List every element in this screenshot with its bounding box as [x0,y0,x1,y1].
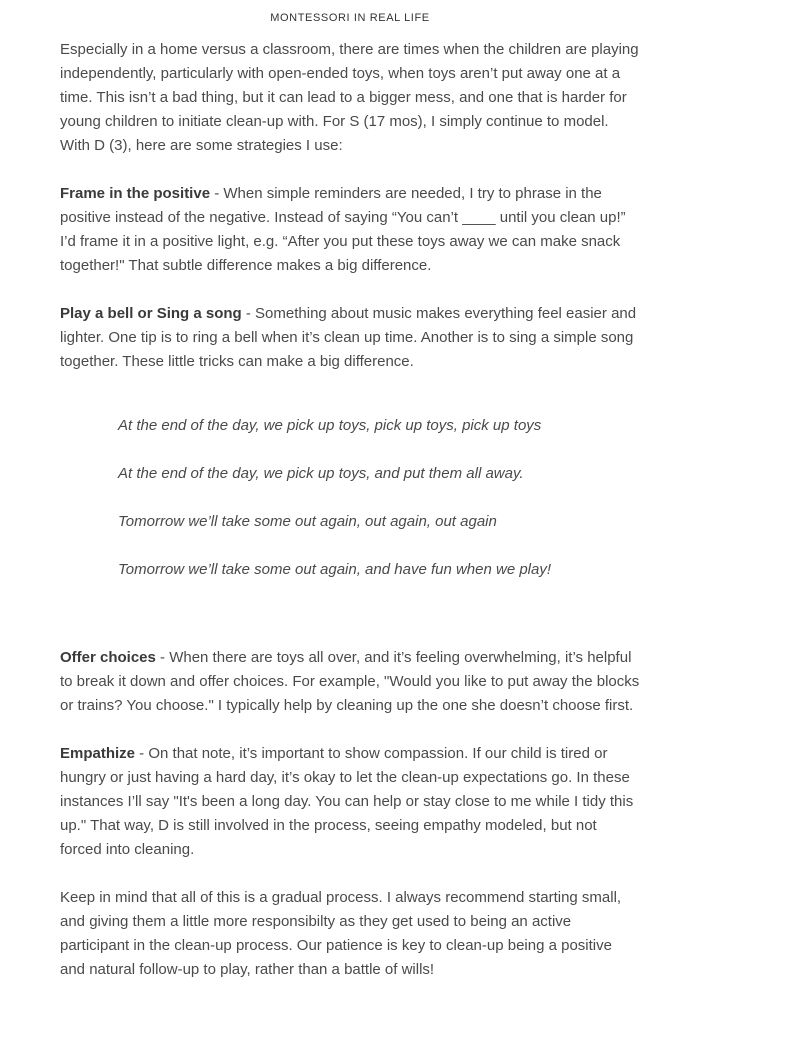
spacer [60,374,640,414]
strategy-title: Offer choices [60,649,156,666]
article-body [60,38,640,982]
strategy-offer-choices [60,646,640,718]
spacer [60,278,640,302]
strategy-empathize [60,742,640,862]
strategy-frame-positive [60,182,640,278]
song-line: Tomorrow we’ll take some out again, and have fun when we play! [118,561,552,578]
intro-paragraph: Especially in a home versus a classroom, there are times when the children are playing independently, particularly with open-ended toys, when toys aren’t put away one at a time. This isn’t a bad thing, but it can lead to a bigger mess, and one that is harder for young children to initiate clean-up with. For S (17 mos), I simply continue to model. With D (3), here are some strategies I use: [60,41,639,154]
song-line: At the end of the day, we pick up toys, and put them all away. [118,465,524,482]
site-header-title: MONTESSORI IN REAL LIFE [270,12,430,24]
song-lyrics [118,414,568,582]
spacer [60,158,640,182]
song-line: Tomorrow we’ll take some out again, out again, out again [118,513,497,530]
spacer [60,582,640,646]
strategy-text: - When there are toys all over, and it’s feeling overwhelming, it’s helpful to break it down and offer choices. For example, "Would you like to put away the blocks or trains? You choose." I typically help by cleaning up the one she doesn’t choose first. [60,649,640,714]
strategy-title: Empathize [60,745,136,762]
strategy-title: Frame in the positive [60,185,211,202]
strategy-text: - Something about music makes everything feel easier and lighter. One tip is to ring a bell when it’s clean up time. Another is to sing a simple song together. These little tricks can make a big difference. [60,305,637,370]
strategy-text: - On that note, it’s important to show compassion. If our child is tired or hungry or just having a hard day, it’s okay to let the clean-up expectations go. In these instances I’ll say "It's been a long day. You can help or stay close to me while I tidy this up." That way, D is still involved in the process, seeing empathy modeled, but not forced into cleaning. [60,745,634,858]
spacer [60,862,640,886]
closing-paragraph: Keep in mind that all of this is a gradual process. I always recommend starting small, and giving them a little more responsibilty as they get used to being an active participant in the clean-up process. Our patience is key to clean-up being a positive and natural follow-up to play, rather than a battle of wills! [60,889,622,978]
strategy-text: - When simple reminders are needed, I try to phrase in the positive instead of the negative. Instead of saying “You can’t ____ until you clean up!” I’d frame it in a positive light, e.g. “After you put these toys away we can make snack together!" That subtle difference makes a big difference. [60,185,626,274]
strategy-bell-song [60,302,640,374]
strategy-title: Play a bell or Sing a song [60,305,242,322]
song-line: At the end of the day, we pick up toys, pick up toys, pick up toys [118,417,542,434]
spacer [60,718,640,742]
